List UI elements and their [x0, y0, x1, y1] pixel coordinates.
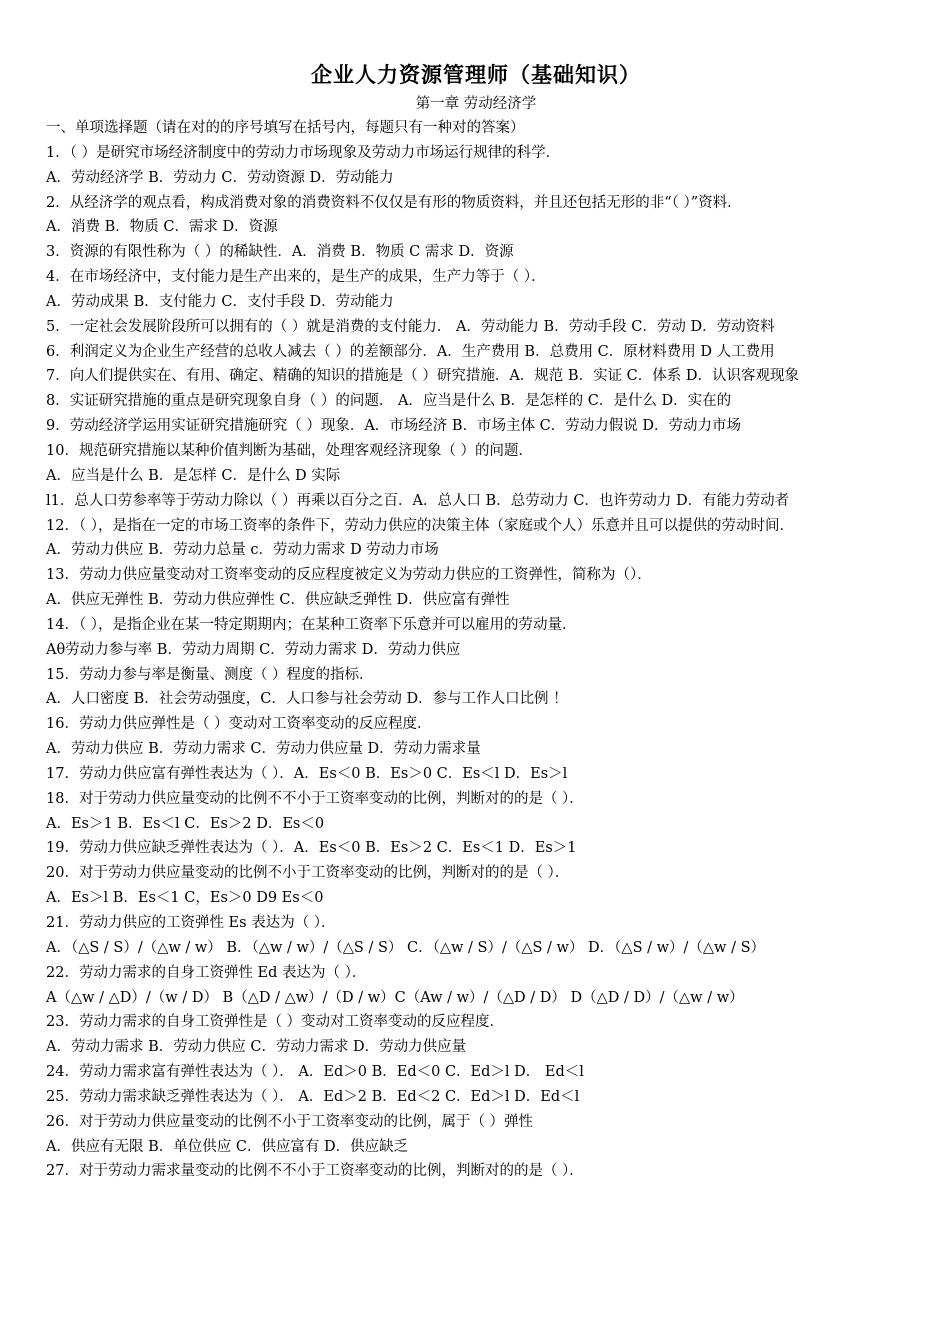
text-line: 22．劳动力需求的自身工资弹性 Ed 表达为（ ）． [46, 964, 367, 981]
text-line: 13．劳动力供应量变动对工资率变动的反应程度被定义为劳动力供应的工资弹性，简称为（）． [46, 567, 652, 584]
text-line: A．供应有无限 B．单位供应 C．供应富有 D．供应缺乏 [46, 1138, 409, 1155]
text-line: l1．总人口劳参率等于劳动力除以（ ）再乘以百分之百．A．总人口 B．总劳动力 C．也许劳动力 D．有能力劳动者 [46, 492, 790, 509]
text-line: 17．劳动力供应富有弹性表达为（ ）．A．Es＜0 B．Es＞0 C．Es＜l D．Es＞l [46, 765, 568, 782]
text-line: 10．规范研究措施以某种价值判断为基础，处理客观经济现象（ ）的问题． [46, 442, 534, 459]
document-page [46, 58, 906, 1184]
text-line: 4．在市场经济中，支付能力是生产出来的，是生产的成果，生产力等于（ ）． [46, 269, 546, 286]
text-line: A．应当是什么 B．是怎样 C．是什么 D 实际 [46, 467, 341, 484]
text-line: A．人口密度 B．社会劳动强度，C．人口参与社会劳动 D．参与工作人口比例 ！ [46, 691, 568, 708]
text-line: 14．（ ），是指企业在某一特定期期内；在某种工资率下乐意并可以雇用的劳动量． [46, 616, 577, 633]
text-line: 2．从经济学的观点看，构成消费对象的消费资料不仅仅是有形的物质资料，并且还包括无形的非“（ ）”资料． [46, 194, 742, 211]
text-line: A（△w / △D）/（w / D） B（△D / △w）/（D / w）C（Aw / w）/（△D / D） D（△D / D）/（△w / w） [46, 989, 744, 1006]
text-line: Aθ劳动力参与率 B．劳动力周期 C．劳动力需求 D．劳动力供应 [46, 641, 461, 658]
text-line: 6．利润定义为企业生产经营的总收人减去（ ）的差额部分．A．生产费用 B．总费用 C．原材料费用 D 人工费用 [46, 343, 775, 360]
text-line: 21．劳动力供应的工资弹性 Es 表达为（ ）． [46, 915, 336, 931]
text-line: A．劳动力需求 B．劳动力供应 C．劳动力需求 D．劳动力供应量 [46, 1039, 467, 1056]
text-line: 23．劳动力需求的自身工资弹性是（ ）变动对工资率变动的反应程度． [46, 1014, 505, 1031]
text-line: A．供应无弹性 B．劳动力供应弹性 C．供应缺乏弹性 D．供应富有弹性 [46, 592, 510, 609]
text-line: A．Es＞l B．Es＜1 C，Es＞0 D9 Es＜0 [46, 890, 324, 907]
text-line: A．劳动成果 B．支付能力 C．支付手段 D．劳动能力 [46, 293, 394, 310]
text-line: 19．劳动力供应缺乏弹性表达为（ ）．A．Es＜0 B．Es＞2 C．Es＜1 D．Es＞1 [46, 840, 577, 857]
text-line: 9．劳动经济学运用实证研究措施研究（ ）现象．A．市场经济 B．市场主体 C．劳动力假说 D．劳动力市场 [46, 418, 742, 435]
text-line: A．（△S / S）/（△w / w） B．（△w / w）/（△S / S） C．（△w / S）/（△S / w） D．（△S / w）/（△w / S） [46, 939, 766, 956]
text-line: 1．（ ）是研究市场经济制度中的劳动力市场现象及劳动力市场运行规律的科学． [46, 144, 561, 161]
question-list [46, 116, 906, 1184]
text-line: 8．实证研究措施的重点是研究现象自身（ ）的问题． A．应当是什么 B．是怎样的 C．是什么 D．实在的 [46, 393, 732, 410]
text-line: 27．对于劳动力需求量变动的比例不不小于工资率变动的比例，判断对的的是（ ）． [46, 1163, 584, 1180]
text-line: 26．对于劳动力供应量变动的比例不小于工资率变动的比例，属于（ ）弹性 [46, 1113, 534, 1130]
document-title: 企业人力资源管理师（基础知识） [311, 62, 641, 87]
text-line: 12．（ ），是指在一定的市场工资率的条件下，劳动力供应的决策主体（家庭或个人）乐意并且可以提供的劳动时间． [46, 517, 795, 534]
text-line: 18．对于劳动力供应量变动的比例不不小于工资率变动的比例，判断对的的是（ ）． [46, 790, 584, 807]
chapter-heading: 第一章 劳动经济学 [415, 96, 537, 112]
text-line: 7．向人们提供实在、有用、确定、精确的知识的措施是（ ）研究措施．A．规范 B．实证 C．体系 D．认识客观现象 [46, 368, 800, 385]
text-line: A．劳动力供应 B．劳动力需求 C．劳动力供应量 D．劳动力需求量 [46, 741, 481, 758]
text-line: 16．劳动力供应弹性是（ ）变动对工资率变动的反应程度． [46, 716, 432, 733]
text-line: 25．劳动力需求缺乏弹性表达为（ ）． A．Ed＞2 B．Ed＜2 C．Ed＞l D．Ed＜l [46, 1088, 580, 1105]
text-line: 5．一定社会发展阶段所可以拥有的（ ）就是消费的支付能力． A．劳动能力 B．劳动手段 C．劳动 D．劳动资料 [46, 318, 775, 335]
text-line: 15．劳动力参与率是衡量、测度（ ）程度的指标． [46, 666, 374, 683]
text-line: 20．对于劳动力供应量变动的比例不小于工资率变动的比例，判断对的的是（ ）． [46, 865, 570, 882]
text-line: A．劳动经济学 B．劳动力 C．劳动资源 D．劳动能力 [46, 169, 394, 186]
text-line: A．Es＞1 B．Es＜l C．Es＞2 D．Es＜0 [46, 815, 325, 832]
text-line: 24．劳动力需求富有弹性表达为（ ）． A．Ed＞0 B．Ed＜0 C．Ed＞l D． Ed＜l [46, 1064, 584, 1081]
text-line: A．劳动力供应 B．劳动力总量 c．劳动力需求 D 劳动力市场 [46, 542, 439, 559]
text-line: A．消费 B．物质 C．需求 D．资源 [46, 219, 278, 236]
text-line: 一、单项选择题（请在对的的序号填写在括号内，每题只有一种对的答案） [46, 120, 525, 136]
text-line: 3．资源的有限性称为（ ）的稀缺性．A．消费 B．物质 C 需求 D．资源 [46, 244, 514, 261]
